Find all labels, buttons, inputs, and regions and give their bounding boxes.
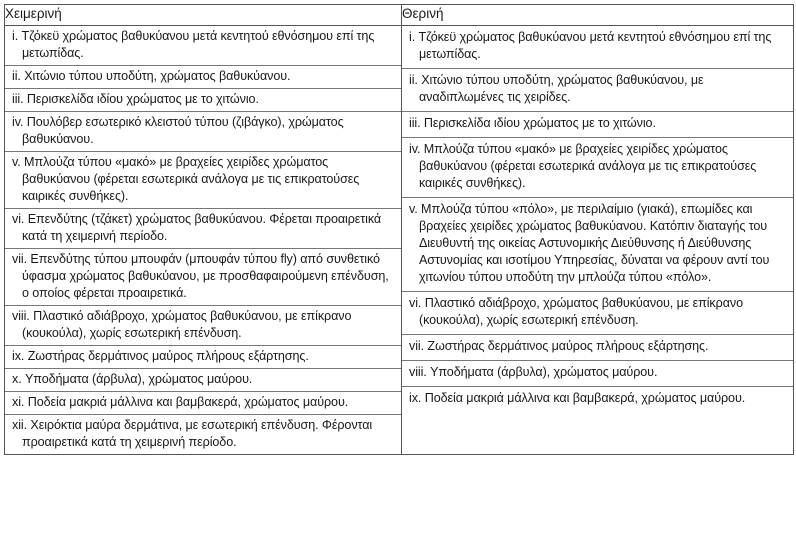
winter-column-header: Χειμερινή (5, 5, 402, 26)
winter-item: viii. Πλαστικό αδιάβροχο, χρώματος βαθυκύανου, με επίκρανο (κουκούλα), χωρίς εσωτερική επένδυση. (5, 305, 401, 345)
summer-item: i. Τζόκεϋ χρώματος βαθυκύανου μετά κεντητού εθνόσημου επί της μετωπίδας. (409, 30, 772, 61)
summer-items-cell (402, 26, 794, 455)
winter-item: iii. Περισκελίδα ιδίου χρώματος με το χιτώνιο. (5, 88, 401, 111)
header-row (5, 5, 794, 26)
winter-item: x. Υποδήματα (άρβυλα), χρώματος μαύρου. (5, 368, 401, 391)
winter-item: vi. Επενδύτης (τζάκετ) χρώματος βαθυκύανου. Φέρεται προαιρετικά κατά τη χειμερινή περίοδο. (5, 208, 401, 248)
summer-item: vii. Ζωστήρας δερμάτινος μαύρος πλήρους εξάρτησης. (402, 334, 793, 360)
winter-item: iv. Πουλόβερ εσωτερικό κλειστού τύπου (ζιβάγκο), χρώματος βαθυκύανου. (5, 111, 401, 151)
summer-item: ii. Χιτώνιο τύπου υποδύτη, χρώματος βαθυκύανου, με αναδιπλωμένες τις χειρίδες. (402, 68, 793, 111)
winter-item: xii. Χειρόκτια μαύρα δερμάτινα, με εσωτερική επένδυση. Φέρονται προαιρετικά κατά τη χειμερινή περίοδο. (5, 414, 401, 454)
content-row (5, 26, 794, 455)
winter-item: i. Τζόκεϋ χρώματος βαθυκύανου μετά κεντητού εθνόσημου επί της μετωπίδας. (12, 29, 375, 60)
summer-item: vi. Πλαστικό αδιάβροχο, χρώματος βαθυκύανου, με επίκρανο (κουκούλα), χωρίς εσωτερική επένδυση. (402, 291, 793, 334)
winter-items-list (5, 26, 401, 454)
summer-item: iv. Μπλούζα τύπου «μακό» με βραχείες χειρίδες χρώματος βαθυκύανου (φέρεται εσωτερικά ανάλογα με τις επικρατούσες καιρικές συνθήκες). (402, 137, 793, 197)
summer-item: viii. Υποδήματα (άρβυλα), χρώματος μαύρου. (402, 360, 793, 386)
summer-item: iii. Περισκελίδα ιδίου χρώματος με το χιτώνιο. (402, 111, 793, 137)
winter-item: ix. Ζωστήρας δερμάτινος μαύρος πλήρους εξάρτησης. (5, 345, 401, 368)
summer-items-list (402, 26, 793, 412)
summer-column-header: Θερινή (402, 5, 794, 26)
uniform-table (4, 4, 794, 455)
winter-item: ii. Χιτώνιο τύπου υποδύτη, χρώματος βαθυκύανου. (5, 65, 401, 88)
winter-item: vii. Επενδύτης τύπου μπουφάν (μπουφάν τύπου fly) από συνθετικό ύφασμα χρώματος βαθυκύανου, με προσθαφαιρούμενη επένδυση, ο οποίος φέρεται προαιρετικά. (5, 248, 401, 305)
winter-items-cell (5, 26, 402, 455)
winter-item: v. Μπλούζα τύπου «μακό» με βραχείες χειρίδες χρώματος βαθυκύανου (φέρεται εσωτερικά ανάλογα με τις επικρατούσες καιρικές συνθήκες). (5, 151, 401, 208)
summer-item: ix. Ποδεία μακριά μάλλινα και βαμβακερά, χρώματος μαύρου. (402, 386, 793, 412)
winter-item: xi. Ποδεία μακριά μάλλινα και βαμβακερά, χρώματος μαύρου. (5, 391, 401, 414)
summer-item: v. Μπλούζα τύπου «πόλο», με περιλαίμιο (γιακά), επωμίδες και βραχείες χειρίδες χρώματος βαθυκύανου. Κατόπιν διαταγής του Διευθυντή της οικείας Αστυνομικής Διεύθυνσης ή Διεύθυνσης Αστυνομίας και ισοτίμου Υπηρεσίας, δύναται να φέρουν αντί του χιτωνίου τύπου υποδύτη την μπλούζα τύπου «πόλο». (402, 197, 793, 291)
